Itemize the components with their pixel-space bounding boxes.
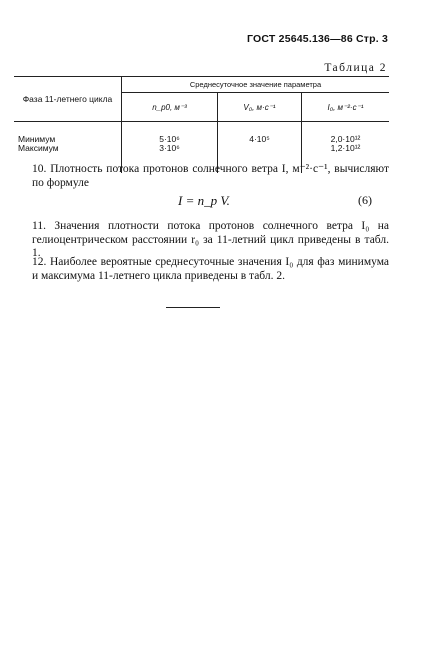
paragraph-11 (18, 220, 389, 261)
paragraph-10 (18, 163, 389, 190)
table-cell: 4·10⁵ (249, 134, 270, 144)
column-header-i: I₀, м⁻²·с⁻¹ (302, 93, 390, 122)
table-cell: 2,0·10¹² (330, 134, 361, 144)
formula-number: (6) (358, 193, 372, 207)
group-header: Среднесуточное значение параметра (122, 77, 390, 93)
table-caption: Таблица 2 (324, 62, 387, 74)
paragraph-12 (18, 256, 389, 283)
paragraph-text: 11. Значения плотности потока протонов солнечного ветра I₀ на гелиоцентрическом расстоянии r₀ за 11-летний цикл приведены в табл. 1. (32, 220, 389, 259)
formula: I = n_p V. (178, 193, 230, 208)
table-cell: 1,2·10¹² (330, 143, 361, 153)
paragraph-text: 12. Наиболее вероятные среднесуточные значения I₀ для фаз минимума и максимума 11-летнего цикла приведены в табл. 2. (32, 256, 389, 282)
column-header-v: V₀, м·с⁻¹ (218, 93, 302, 122)
table-cell: Минимум (18, 134, 56, 144)
table-cell: Максимум (18, 143, 59, 153)
table-cell: 3·10⁶ (159, 143, 180, 153)
phase-column-header: Фаза 11-летнего цикла (14, 77, 122, 122)
data-table (14, 76, 389, 173)
column-header-n: n_p0, м⁻³ (122, 93, 218, 122)
page-header: ГОСТ 25645.136—86 Стр. 3 (247, 33, 388, 45)
paragraph-text: 10. Плотность потока протонов солнечного ветра I, м⁻²·с⁻¹, вычисляют по формуле (32, 163, 389, 189)
table-cell: 5·10⁶ (159, 134, 180, 144)
divider-rule (166, 307, 220, 308)
